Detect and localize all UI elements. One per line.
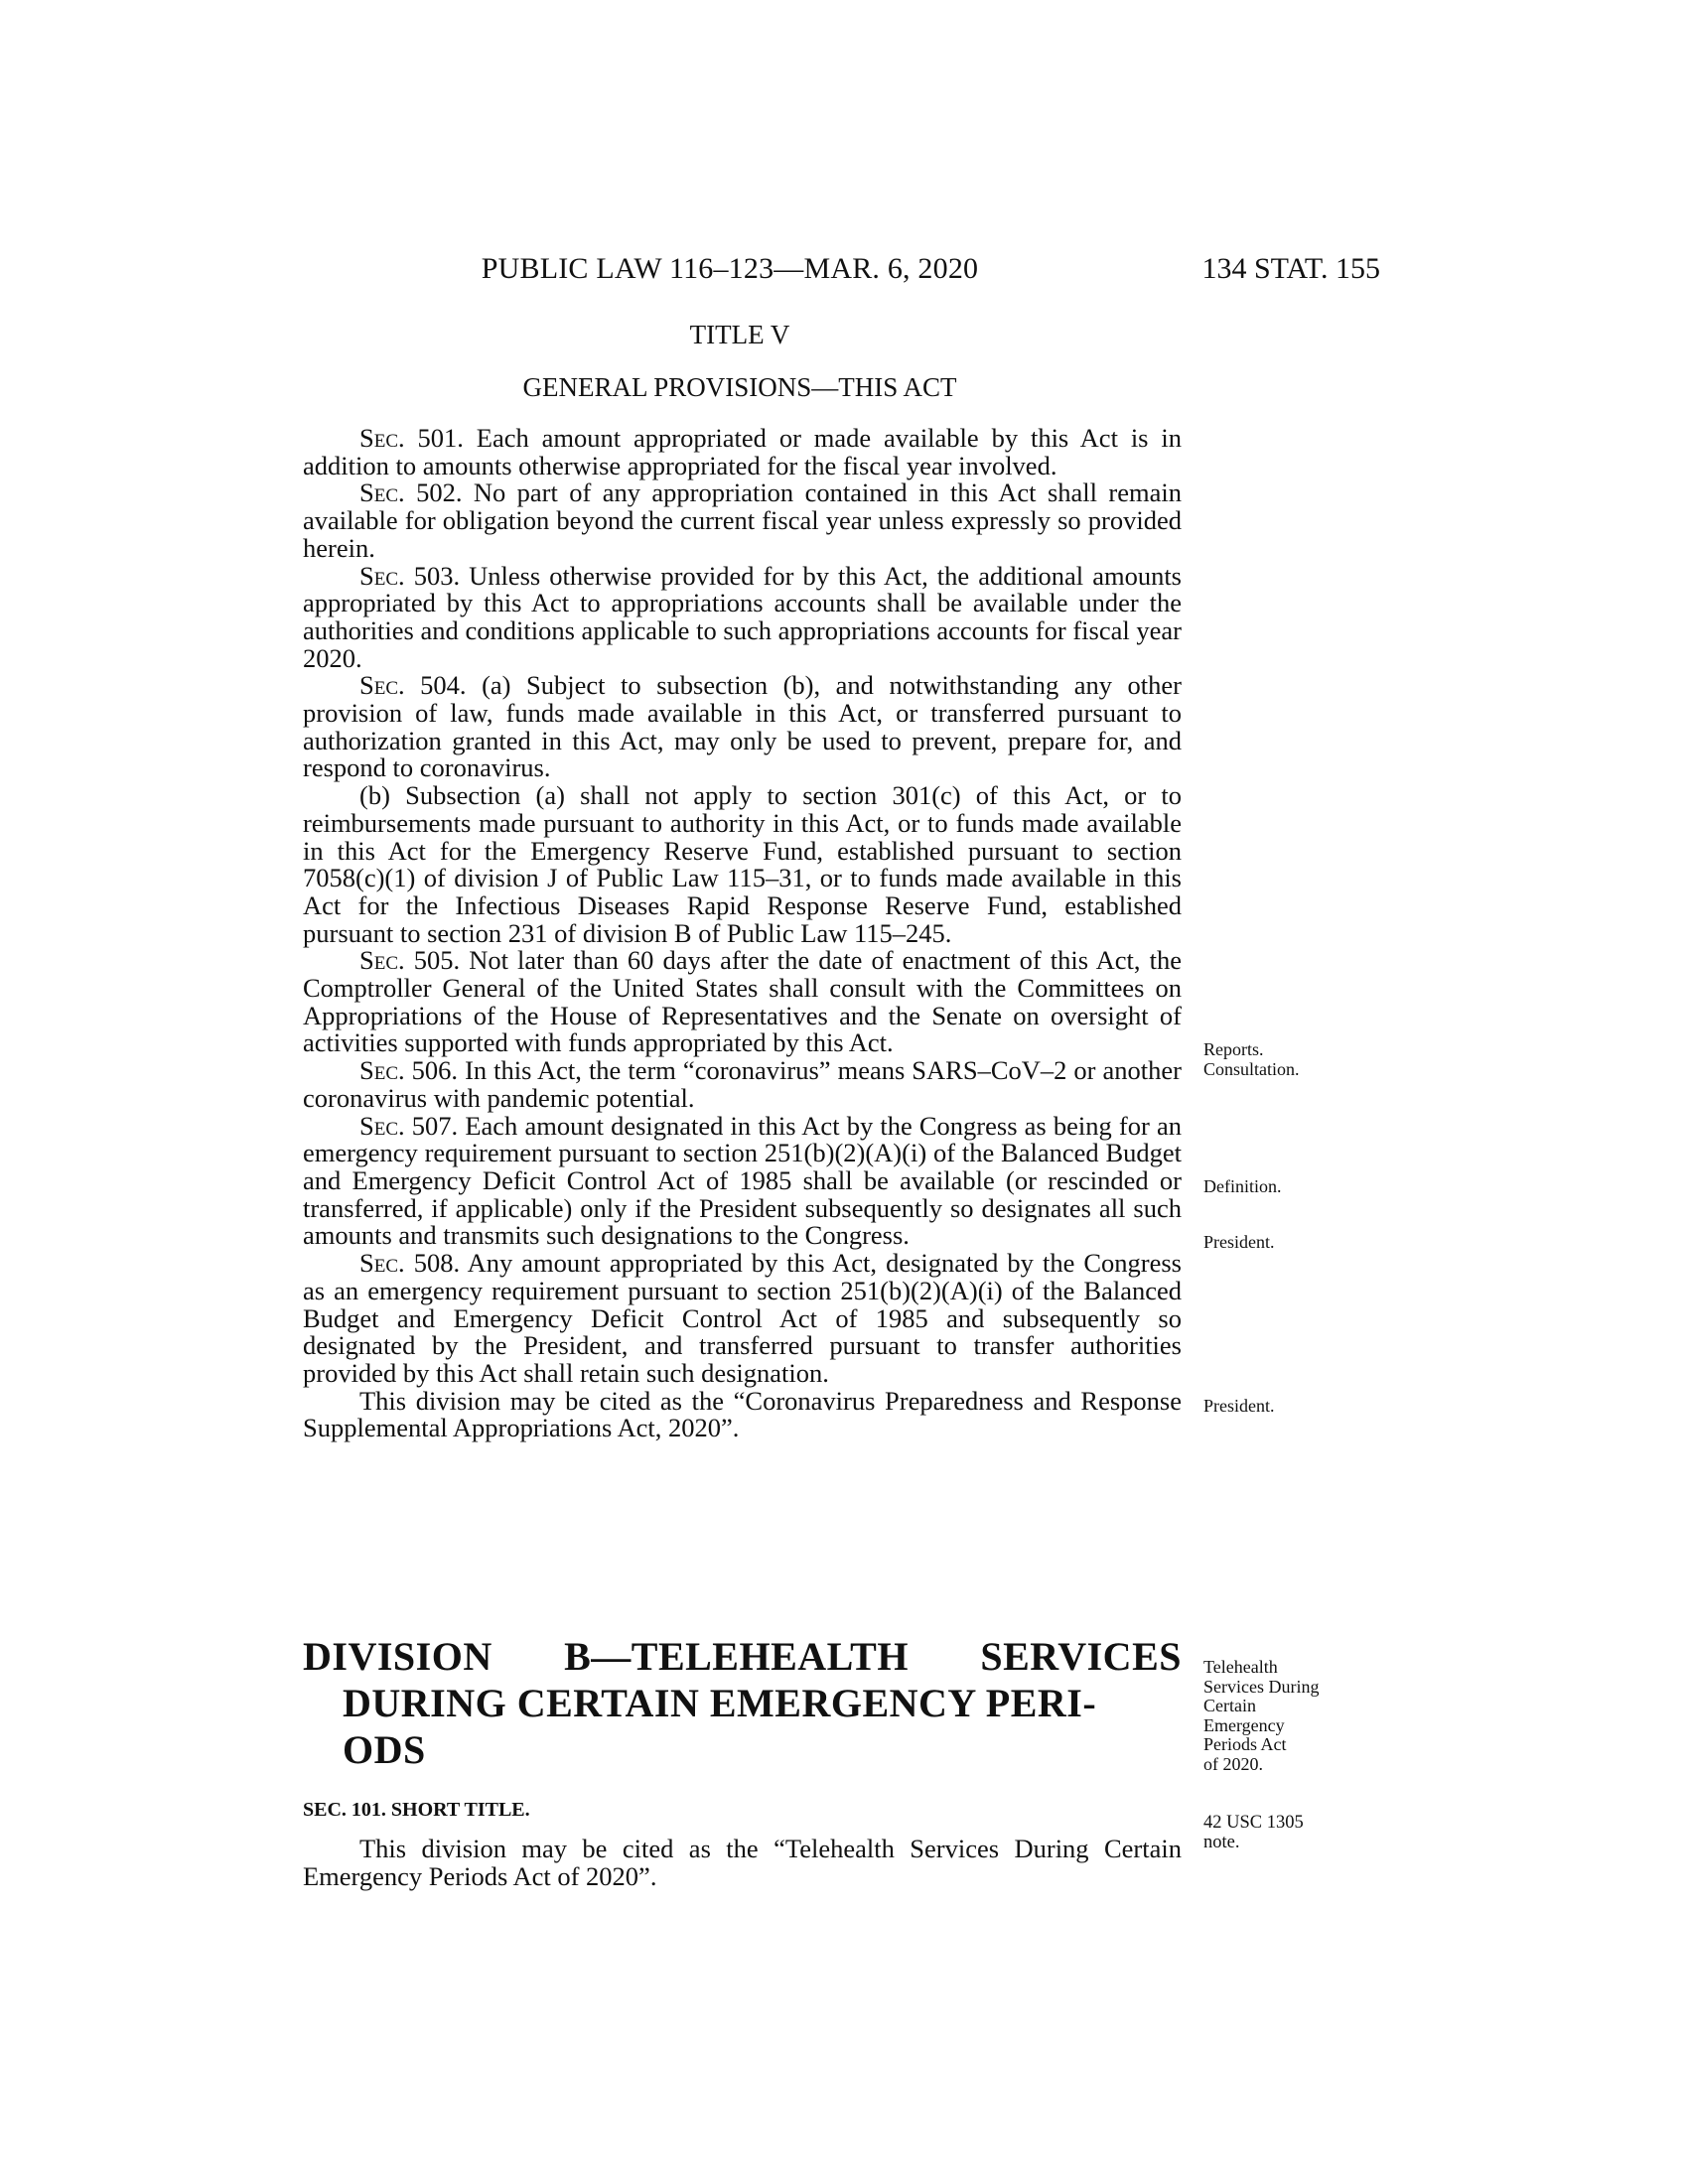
- margin-note-line: Consultation.: [1203, 1058, 1300, 1079]
- margin-note-president: President.: [1203, 1232, 1275, 1252]
- margin-note-line: Periods Act: [1203, 1734, 1287, 1754]
- section-507: [303, 1110, 1182, 1251]
- section-101-heading: SEC. 101. SHORT TITLE.: [303, 1799, 530, 1821]
- section-text: 508. Any amount appropriated by this Act, designated by the Congress as an emergency requirement pursuant to section 251(b)(2)(A)(i) of the Balanced Budget and Emergency Deficit Control Act of 1985 and subsequently so designated by the President, and transferred pursuant to transfer authorities provided by this Act shall retain such designation.: [303, 1248, 1182, 1388]
- section-501: [303, 425, 1182, 479]
- margin-note-line: Reports.: [1203, 1039, 1264, 1059]
- section-text: 503. Unless otherwise provided for by this Act, the additional amounts appropriated by this Act to appropriations accounts shall be available under the authorities and conditions applicable to such appropriations accounts for fiscal year 2020.: [303, 560, 1182, 673]
- section-504a: [303, 672, 1182, 782]
- short-title-paragraph: This division may be cited as the “Telehealth Services During Certain Emergency Periods Act of 2020”.: [303, 1834, 1182, 1891]
- margin-note-line: note.: [1203, 1832, 1240, 1852]
- section-label: Sec.: [359, 945, 405, 976]
- margin-note-line: Telehealth: [1203, 1657, 1278, 1677]
- division-heading-line: ODS: [343, 1727, 426, 1772]
- division-citation: This division may be cited as the “Coronavirus Preparedness and Response Supplemental Appropriations Act, 2020”.: [303, 1385, 1182, 1443]
- provisions-body: [303, 425, 1182, 1442]
- title-name: GENERAL PROVISIONS—THIS ACT: [522, 372, 957, 402]
- section-502: [303, 479, 1182, 562]
- margin-note-line: 42 USC 1305: [1203, 1813, 1304, 1833]
- section-label: Sec.: [359, 1110, 405, 1141]
- section-503: [303, 560, 1182, 673]
- section-label: Sec.: [359, 1055, 405, 1086]
- section-text: 504. (a) Subject to subsection (b), and notwithstanding any other provision of law, funds made available in this Act, or transferred pursuant to authorization granted in this Act, may only be used to prevent, prepare for, and respond to coronavirus.: [303, 670, 1182, 783]
- section-508: [303, 1250, 1182, 1388]
- section-text: 502. No part of any appropriation contained in this Act shall remain available for obligation beyond the current fiscal year unless expressly so provided herein.: [303, 478, 1182, 563]
- division-heading-line: DIVISION B—TELEHEALTH SERVICES: [303, 1634, 1182, 1679]
- section-text: 507. Each amount designated in this Act by the Congress as being for an emergency requirement pursuant to section 251(b)(2)(A)(i) of the Balanced Budget and Emergency Deficit Control Act of 1985 shall be available (or rescinded or transferred, if applicable) only if the President subsequently so designates all such amounts and transmits such designations to the Congress.: [303, 1110, 1182, 1251]
- margin-note-president: President.: [1203, 1396, 1275, 1416]
- title-number: TITLE V: [689, 320, 790, 349]
- section-text: 506. In this Act, the term “coronavirus” means SARS–CoV–2 or another coronavirus with pandemic potential.: [303, 1055, 1182, 1113]
- margin-note-definition: Definition.: [1203, 1176, 1282, 1196]
- running-header-public-law: PUBLIC LAW 116–123—MAR. 6, 2020: [481, 252, 979, 285]
- division-b-heading: [303, 1633, 1182, 1773]
- section-label: Sec.: [359, 423, 405, 453]
- division-heading-line: DURING CERTAIN EMERGENCY PERI-: [343, 1681, 1097, 1725]
- margin-note-short-title: [1203, 1658, 1342, 1774]
- margin-note-usc: [1203, 1814, 1352, 1852]
- margin-note-line: of 2020.: [1203, 1753, 1263, 1774]
- section-504b: (b) Subsection (a) shall not apply to section 301(c) of this Act, or to reimbursements made pursuant to authority in this Act, or to funds made available in this Act for the Emergency Reserve Fund, established pursuant to section 7058(c)(1) of division J of Public Law 115–31, or to funds made available in this Act for the Infectious Diseases Rapid Response Reserve Fund, established pursuant to section 231 of division B of Public Law 115–245.: [303, 780, 1182, 948]
- section-506: [303, 1057, 1182, 1112]
- section-label: Sec.: [359, 478, 405, 508]
- margin-note-line: Services During: [1203, 1676, 1320, 1697]
- section-text: 501. Each amount appropriated or made available by this Act is in addition to amounts otherwise appropriated for the fiscal year involved.: [303, 423, 1182, 480]
- section-text: 505. Not later than 60 days after the date of enactment of this Act, the Comptroller General of the United States shall consult with the Committees on Appropriations of the House of Representatives and the Senate on oversight of activities supported with funds appropriated by this Act.: [303, 945, 1182, 1058]
- margin-note-line: Emergency: [1203, 1714, 1285, 1735]
- running-header-stat-page: 134 STAT. 155: [1201, 252, 1380, 285]
- section-label: Sec.: [359, 560, 405, 591]
- section-label: Sec.: [359, 670, 405, 701]
- section-101-body: [303, 1835, 1182, 1890]
- margin-note-line: Certain: [1203, 1696, 1256, 1715]
- margin-note-reports: [1203, 1040, 1352, 1079]
- section-label: Sec.: [359, 1248, 405, 1279]
- section-505: [303, 947, 1182, 1057]
